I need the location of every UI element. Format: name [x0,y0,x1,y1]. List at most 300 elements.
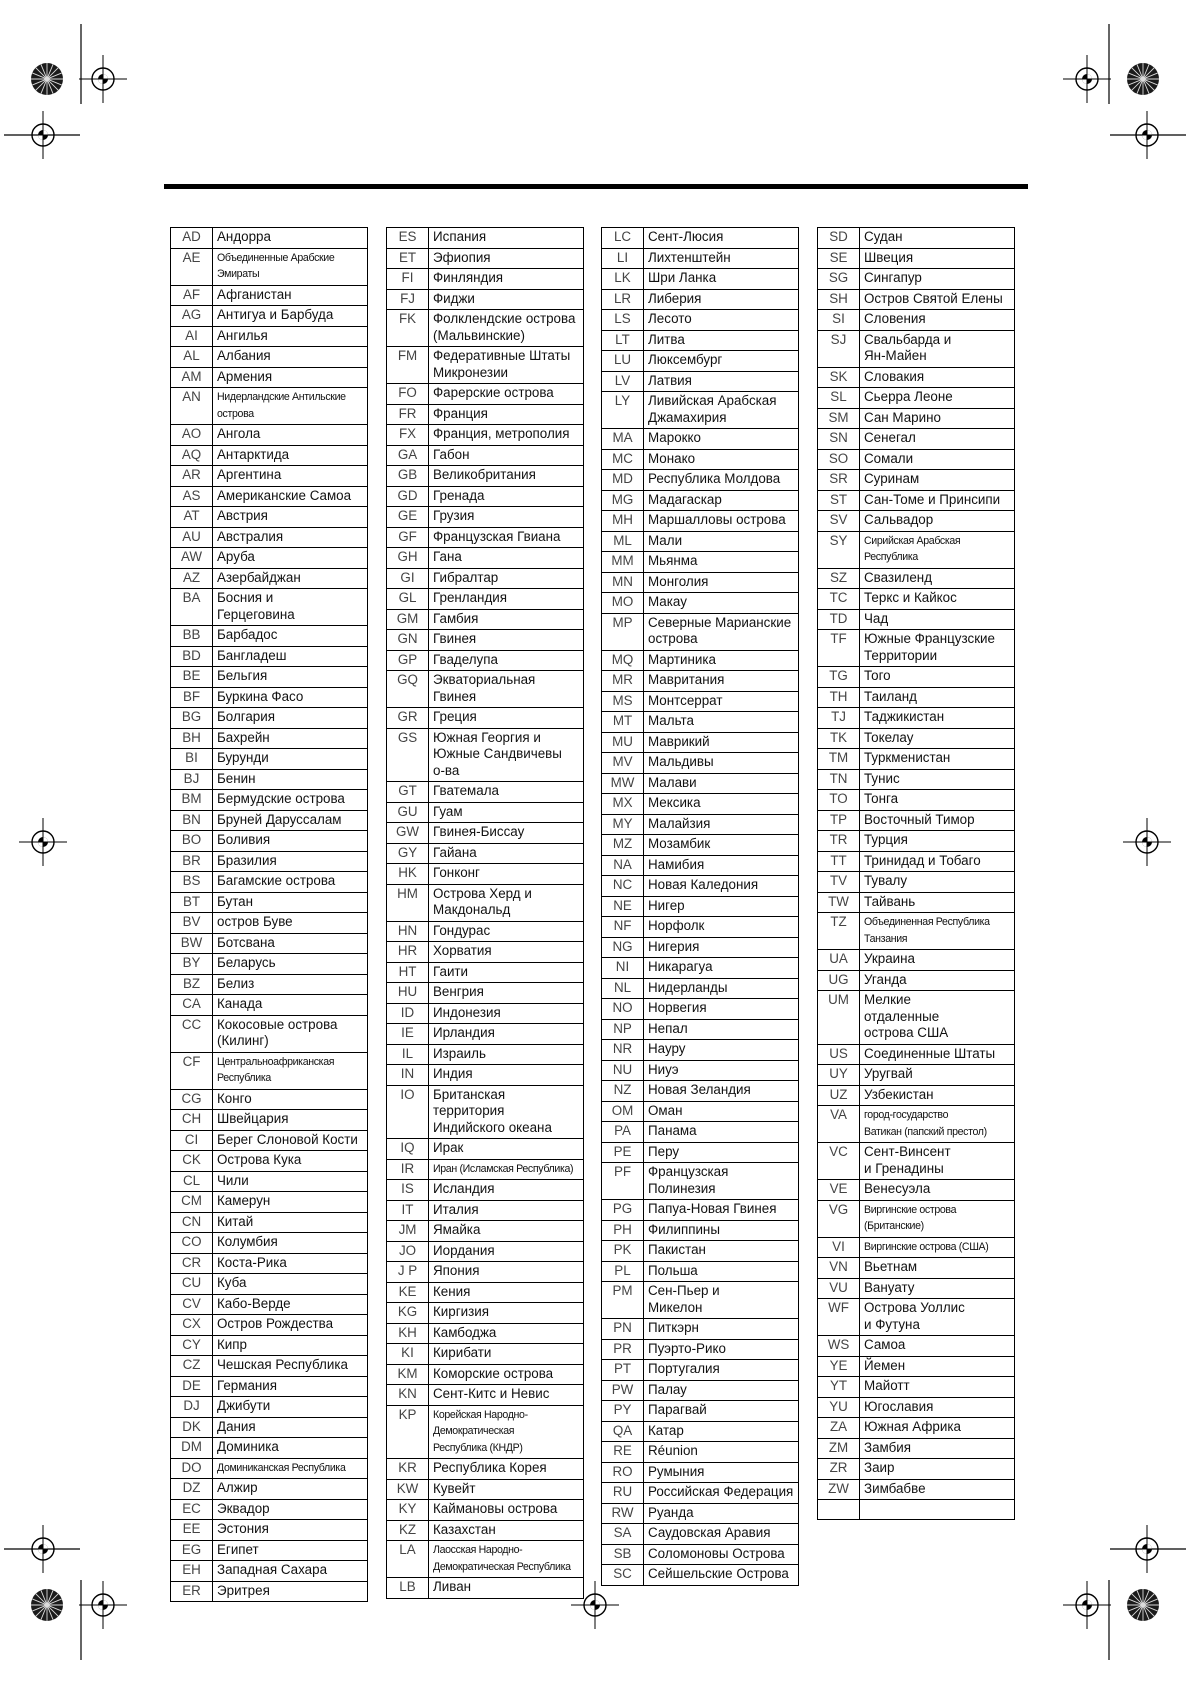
country-name: Южные Французские Территории [860,630,1015,667]
country-name: Венесуэла [860,1180,1015,1201]
country-name: Сальвадор [860,511,1015,532]
country-row [602,1380,799,1401]
country-code: LK [602,269,644,290]
country-name: Словакия [860,367,1015,388]
country-row [602,732,799,753]
country-name: Ливан [429,1578,584,1599]
country-row [171,248,368,285]
country-row [387,728,584,782]
country-name: Американские Самоа [213,486,368,507]
country-code: BA [171,589,213,626]
country-row [387,942,584,963]
country-row [602,572,799,593]
country-row [171,367,368,388]
country-row [602,753,799,774]
country-code: NZ [602,1081,644,1102]
country-row [387,864,584,885]
country-row [602,1483,799,1504]
country-row [602,1101,799,1122]
country-code: IQ [387,1139,429,1160]
country-name: Сирийская Арабская Республика [860,531,1015,568]
country-row [171,974,368,995]
header-rule [164,184,1028,189]
country-name: Катар [644,1421,799,1442]
country-name: Китай [213,1212,368,1233]
country-name: Антарктида [213,445,368,466]
country-code: JM [387,1221,429,1242]
country-name: Гватемала [429,782,584,803]
country-row [387,1520,584,1541]
country-name: Корейская Народно-Демократическая Республика (КНДР) [429,1405,584,1459]
country-name: Италия [429,1200,584,1221]
country-name: Южная Африка [860,1418,1015,1439]
country-name: Гаити [429,962,584,983]
country-row [602,1524,799,1545]
country-name: Остров Святой Елены [860,289,1015,310]
country-row [171,1479,368,1500]
country-row [387,527,584,548]
country-name: Перу [644,1142,799,1163]
country-code: LA [387,1541,429,1578]
country-row [602,671,799,692]
country-code: MR [602,671,644,692]
country-row [387,630,584,651]
country-code: BM [171,790,213,811]
country-row [171,1397,368,1418]
country-row [171,810,368,831]
country-code: TH [818,687,860,708]
country-name: Аргентина [213,466,368,487]
country-code: TG [818,667,860,688]
country-row [602,351,799,372]
country-code: SB [602,1544,644,1565]
country-row [387,486,584,507]
country-row [818,950,1015,971]
country-row [818,511,1015,532]
country-row [171,228,368,249]
country-code: DK [171,1417,213,1438]
country-code: AS [171,486,213,507]
country-row [602,248,799,269]
country-name: Беларусь [213,954,368,975]
country-name: Мьянма [644,552,799,573]
country-name: Соединенные Штаты [860,1044,1015,1065]
country-name: Замбия [860,1438,1015,1459]
country-name: Мелкие отдаленные острова США [860,991,1015,1045]
country-row [387,921,584,942]
country-row [171,769,368,790]
country-code: DZ [171,1479,213,1500]
country-code: AM [171,367,213,388]
country-row [602,999,799,1020]
country-row [387,589,584,610]
country-row [171,1253,368,1274]
country-name: Филиппины [644,1220,799,1241]
country-name: Французская Гвиана [429,527,584,548]
country-row [602,371,799,392]
country-code-column-2 [386,227,584,1599]
country-name: Вьетнам [860,1258,1015,1279]
country-name: Гуам [429,802,584,823]
country-code: AZ [171,568,213,589]
country-code: HK [387,864,429,885]
country-name: Багамские острова [213,872,368,893]
country-code: TJ [818,708,860,729]
country-row [387,1578,584,1599]
country-row [602,855,799,876]
country-code: UG [818,970,860,991]
country-name: Центральноафриканская Республика [213,1052,368,1089]
country-row [387,1282,584,1303]
country-code: CG [171,1089,213,1110]
country-code: DM [171,1438,213,1459]
country-row [171,1356,368,1377]
country-name: Чили [213,1171,368,1192]
country-code: TZ [818,913,860,950]
country-name: Тувалу [860,872,1015,893]
country-code: SI [818,310,860,331]
country-name: Гвинея [429,630,584,651]
country-code: GE [387,507,429,528]
country-row [602,1503,799,1524]
country-row [171,1192,368,1213]
country-code: MU [602,732,644,753]
country-name: город-государство Ватикан (папский престол) [860,1106,1015,1143]
country-code: YT [818,1377,860,1398]
country-row [171,646,368,667]
country-row [387,289,584,310]
country-row [818,330,1015,367]
country-name: Майотт [860,1377,1015,1398]
country-row [387,548,584,569]
country-row [387,1139,584,1160]
country-name: Республика Корея [429,1459,584,1480]
country-code: IR [387,1159,429,1180]
country-code: TT [818,851,860,872]
country-name: Австрия [213,507,368,528]
country-name: Ангилья [213,326,368,347]
country-row [602,794,799,815]
country-code: NA [602,855,644,876]
country-code: TV [818,872,860,893]
country-code: BS [171,872,213,893]
country-row [387,228,584,249]
country-row [818,1356,1015,1377]
country-row [387,347,584,384]
country-code: CL [171,1171,213,1192]
country-name: Объединенная Республика Танзания [860,913,1015,950]
country-row [171,913,368,934]
country-name: Бурунди [213,749,368,770]
country-name: Норвегия [644,999,799,1020]
country-name: Того [860,667,1015,688]
country-row [602,1421,799,1442]
country-name: Куба [213,1274,368,1295]
country-code: DE [171,1376,213,1397]
country-row [818,872,1015,893]
country-code: CC [171,1015,213,1052]
country-code: PW [602,1380,644,1401]
country-name: Уругвай [860,1065,1015,1086]
country-code: MS [602,691,644,712]
country-name: Таджикистан [860,708,1015,729]
country-code: BN [171,810,213,831]
country-code: MD [602,470,644,491]
country-row [602,814,799,835]
country-code: TO [818,790,860,811]
country-row [387,1085,584,1139]
country-row [818,1143,1015,1180]
country-code: IT [387,1200,429,1221]
country-code: VG [818,1200,860,1237]
country-name: Тунис [860,769,1015,790]
country-code: AW [171,548,213,569]
country-code: NC [602,876,644,897]
country-code-column-1 [170,227,368,1602]
country-name: Ямайка [429,1221,584,1242]
country-name: Тринидад и Тобаго [860,851,1015,872]
country-name: Новая Зеландия [644,1081,799,1102]
empty-cell [860,1500,1015,1520]
country-code: BY [171,954,213,975]
country-name: Никарагуа [644,958,799,979]
country-row [818,429,1015,450]
country-name: Казахстан [429,1520,584,1541]
country-name: Южная Георгия и Южные Сандвичевы о-ва [429,728,584,782]
country-name: Колумбия [213,1233,368,1254]
country-name: Макау [644,593,799,614]
country-code: TF [818,630,860,667]
country-name: Гана [429,548,584,569]
country-code: BB [171,626,213,647]
country-row [818,892,1015,913]
country-row [602,1122,799,1143]
country-row [602,1200,799,1221]
country-name: Вануату [860,1278,1015,1299]
country-row [387,1405,584,1459]
country-name: Хорватия [429,942,584,963]
country-name: Гренландия [429,589,584,610]
country-name: Федеративные Штаты Микронезии [429,347,584,384]
country-row [171,1520,368,1541]
country-code: SC [602,1565,644,1586]
country-name: Бразилия [213,851,368,872]
country-row [818,1377,1015,1398]
country-code: RO [602,1462,644,1483]
country-name: Дания [213,1417,368,1438]
country-name: Гвинея-Биссау [429,823,584,844]
country-name: Босния и Герцеговина [213,589,368,626]
country-code: AI [171,326,213,347]
country-name: Латвия [644,371,799,392]
country-code: GI [387,568,429,589]
country-row [171,954,368,975]
country-code: DJ [171,1397,213,1418]
country-name: Фарерские острова [429,384,584,405]
empty-cell [818,1500,860,1520]
country-row [171,1052,368,1089]
country-row [602,1319,799,1340]
country-name: остров Буве [213,913,368,934]
country-row [602,1081,799,1102]
country-row [387,1241,584,1262]
country-row [387,1479,584,1500]
country-row [171,1212,368,1233]
country-row [602,1060,799,1081]
country-row [387,1500,584,1521]
country-name: Эквадор [213,1499,368,1520]
country-code: KH [387,1323,429,1344]
country-code: ER [171,1581,213,1602]
country-code: GQ [387,671,429,708]
country-code: EE [171,1520,213,1541]
country-row [171,892,368,913]
country-row [818,1438,1015,1459]
country-row [387,708,584,729]
country-code: PG [602,1200,644,1221]
country-code: AG [171,306,213,327]
country-code: CI [171,1130,213,1151]
country-code: FX [387,425,429,446]
country-code: AR [171,466,213,487]
country-name: Кипр [213,1335,368,1356]
country-name: Грузия [429,507,584,528]
country-code: MT [602,712,644,733]
country-code: QA [602,1421,644,1442]
country-name: Украина [860,950,1015,971]
country-row [387,1200,584,1221]
country-name: Болгария [213,708,368,729]
country-code: JO [387,1241,429,1262]
country-code: OM [602,1101,644,1122]
country-code: NP [602,1019,644,1040]
country-name: Кирибати [429,1344,584,1365]
country-name: Руанда [644,1503,799,1524]
country-code: US [818,1044,860,1065]
country-code: NO [602,999,644,1020]
country-name: Литва [644,330,799,351]
country-code: SA [602,1524,644,1545]
country-row [171,1540,368,1561]
country-code: TM [818,749,860,770]
country-name: Сингапур [860,269,1015,290]
country-name: Бельгия [213,667,368,688]
country-row [171,626,368,647]
country-row [602,917,799,938]
country-name: Аруба [213,548,368,569]
country-row [602,1442,799,1463]
country-code: VE [818,1180,860,1201]
country-code: AE [171,248,213,285]
country-row [818,589,1015,610]
country-code: YE [818,1356,860,1377]
country-name: Мали [644,531,799,552]
country-row [602,613,799,650]
country-name: Берег Слоновой Кости [213,1130,368,1151]
country-row [818,810,1015,831]
country-row [171,1499,368,1520]
country-code: RU [602,1483,644,1504]
country-row [602,1220,799,1241]
country-code: MZ [602,835,644,856]
country-row [602,269,799,290]
country-name: Германия [213,1376,368,1397]
country-name: Ирландия [429,1024,584,1045]
country-row [818,749,1015,770]
country-code: NI [602,958,644,979]
country-code: BG [171,708,213,729]
country-row [818,1180,1015,1201]
country-name: Словения [860,310,1015,331]
country-name: Албания [213,347,368,368]
country-row [171,708,368,729]
country-code: PR [602,1339,644,1360]
country-row [171,1171,368,1192]
country-code: SM [818,408,860,429]
country-name: Эритрея [213,1581,368,1602]
country-code: J P [387,1262,429,1283]
country-code: HN [387,921,429,942]
country-name: Иордания [429,1241,584,1262]
country-code: ID [387,1003,429,1024]
country-code: TN [818,769,860,790]
country-code: SZ [818,568,860,589]
country-row [602,1339,799,1360]
country-name: Кувейт [429,1479,584,1500]
country-code: BJ [171,769,213,790]
country-code: PE [602,1142,644,1163]
country-code: FJ [387,289,429,310]
country-row [818,531,1015,568]
country-row [387,1221,584,1242]
country-row [387,1303,584,1324]
country-name: Малайзия [644,814,799,835]
country-code: RW [602,1503,644,1524]
country-row [171,995,368,1016]
country-name: Алжир [213,1479,368,1500]
country-code: CK [171,1151,213,1172]
country-name: Саудовская Аравия [644,1524,799,1545]
country-code: ET [387,248,429,269]
country-code: EC [171,1499,213,1520]
country-row [602,958,799,979]
country-row [602,876,799,897]
country-code: MX [602,794,644,815]
country-row [387,1180,584,1201]
country-code: NE [602,896,644,917]
country-row [602,1544,799,1565]
country-name: Люксембург [644,351,799,372]
country-name: Сан-Томе и Принсипи [860,490,1015,511]
country-name: Монако [644,449,799,470]
country-code: LV [602,371,644,392]
country-row [602,310,799,331]
country-row [602,1462,799,1483]
country-code: VC [818,1143,860,1180]
country-name: Египет [213,1540,368,1561]
country-row [818,970,1015,991]
country-name: Доминиканская Республика [213,1458,368,1479]
country-name: Оман [644,1101,799,1122]
country-code: CR [171,1253,213,1274]
country-row [602,937,799,958]
country-code: KI [387,1344,429,1365]
country-code: UM [818,991,860,1045]
country-name: Йемен [860,1356,1015,1377]
country-name: Пакистан [644,1241,799,1262]
country-name: Камбоджа [429,1323,584,1344]
country-row [171,347,368,368]
